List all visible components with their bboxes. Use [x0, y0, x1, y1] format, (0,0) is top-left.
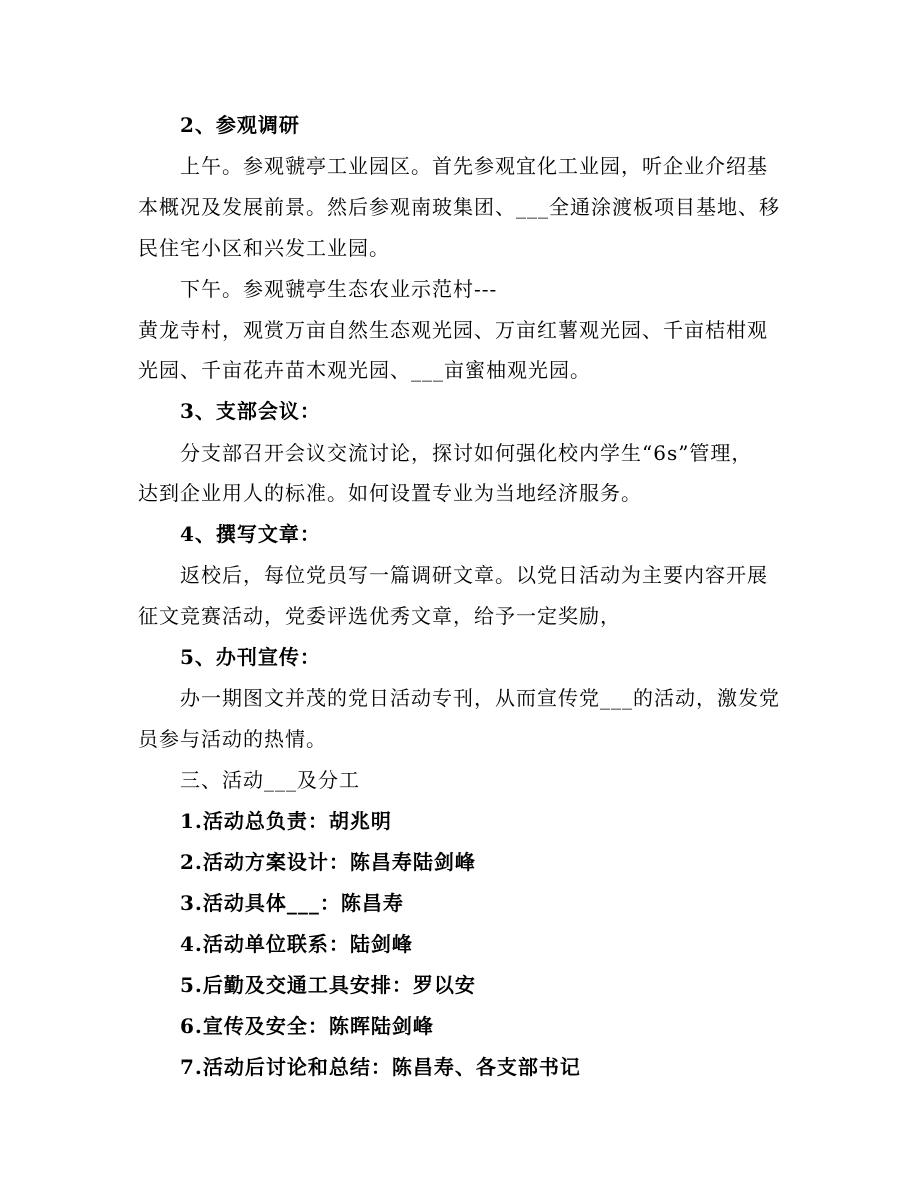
list-item: 3.活动具体___：陈昌寿	[180, 891, 404, 915]
list-item: 7.活动后讨论和总结：陈昌寿、各支部书记	[180, 1055, 581, 1079]
list-item: 5.后勤及交通工具安排：罗以安	[180, 973, 476, 997]
paragraph-line: 员参与活动的热情。	[138, 727, 327, 751]
paragraph-line: 达到企业用人的标准。如何设置专业为当地经济服务。	[138, 481, 642, 505]
list-item: 1.活动总负责：胡兆明	[180, 809, 392, 833]
paragraph-line: 分支部召开会议交流讨论，探讨如何强化校内学生“6s”管理，	[180, 441, 753, 465]
section-heading-division: 三、活动___及分工	[180, 768, 360, 792]
section-heading-writing: 4、撰写文章：	[180, 522, 321, 546]
paragraph-line: 民住宅小区和兴发工业园。	[138, 236, 390, 260]
list-item: 6.宣传及安全：陈晖陆剑峰	[180, 1014, 434, 1038]
paragraph-line: 征文竞赛活动，党委评选优秀文章，给予一定奖励，	[138, 604, 621, 628]
section-heading-meeting: 3、支部会议：	[180, 399, 321, 423]
section-heading-publicity: 5、办刊宣传：	[180, 645, 321, 669]
paragraph-line: 本概况及发展前景。然后参观南玻集团、___全通涂渡板项目基地、移	[138, 195, 780, 219]
section-heading-research: 2、参观调研	[180, 113, 300, 137]
list-item: 4.活动单位联系：陆剑峰	[180, 932, 413, 956]
list-item: 2.活动方案设计：陈昌寿陆剑峰	[180, 850, 476, 874]
paragraph-line: 返校后，每位党员写一篇调研文章。以党日活动为主要内容开展	[180, 563, 768, 587]
paragraph-line: 光园、千亩花卉苗木观光园、___亩蜜柚观光园。	[138, 358, 591, 382]
paragraph-line: 办一期图文并茂的党日活动专刊，从而宣传党___的活动，激发党	[180, 686, 780, 710]
paragraph-line: 上午。参观虢亭工业园区。首先参观宜化工业园，听企业介绍基	[180, 154, 768, 178]
paragraph-line: 下午。参观虢亭生态农业示范村---	[180, 277, 498, 301]
paragraph-line: 黄龙寺村，观赏万亩自然生态观光园、万亩红薯观光园、千亩桔柑观	[138, 318, 768, 342]
